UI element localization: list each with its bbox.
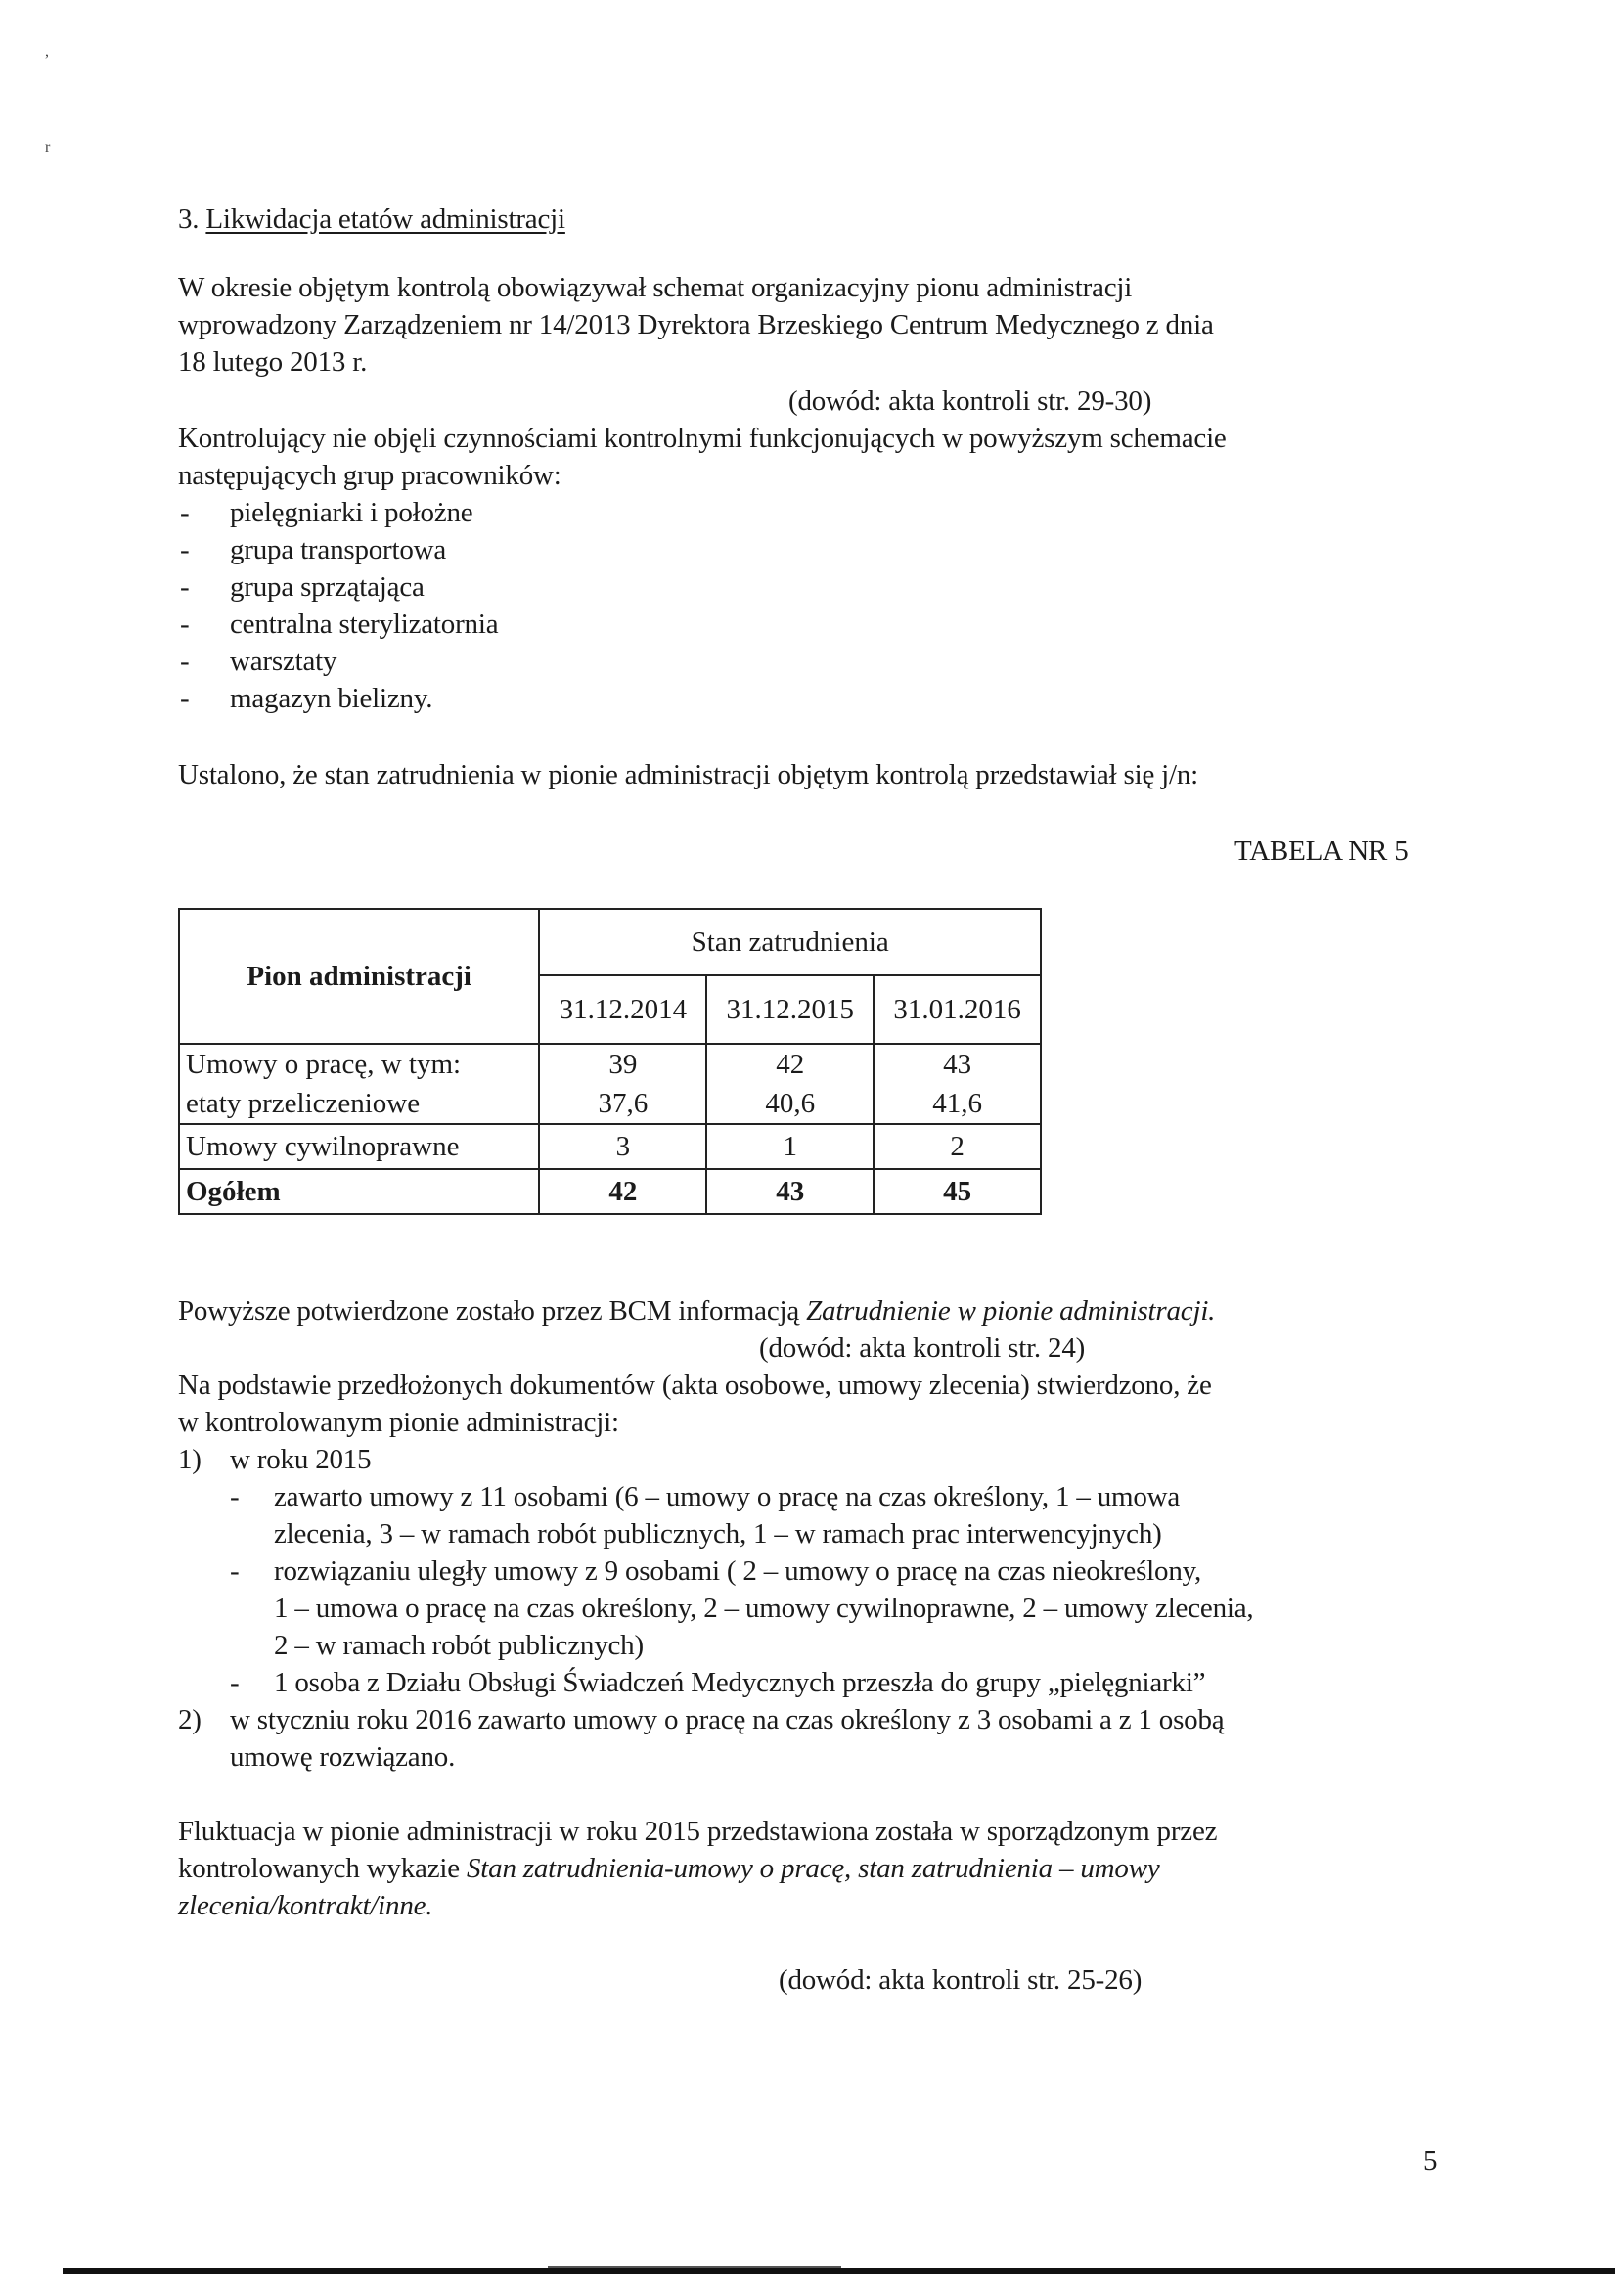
- table-cell: 43: [874, 1044, 1041, 1084]
- list-dash: -: [180, 497, 190, 528]
- paragraph-line: następujących grup pracowników:: [178, 460, 561, 491]
- list-number: 2): [178, 1704, 202, 1735]
- paragraph-line: 18 lutego 2013 r.: [178, 346, 368, 378]
- table-header-pion: Pion administracji: [179, 909, 539, 1044]
- sublist-line: zawarto umowy z 11 osobami (6 – umowy o pracę na czas określony, 1 – umowa: [274, 1481, 1181, 1512]
- table-header-date: 31.01.2016: [874, 975, 1041, 1044]
- table-cell: 39: [539, 1044, 706, 1084]
- table-total-row: [179, 1169, 1041, 1214]
- evidence-note: (dowód: akta kontroli str. 29-30): [788, 385, 1152, 417]
- list-dash: -: [180, 683, 190, 714]
- list-item: pielęgniarki i położne: [230, 497, 473, 528]
- table-cell: 1: [706, 1124, 874, 1169]
- sublist-dash: -: [230, 1481, 240, 1512]
- list-item: centralna sterylizatornia: [230, 608, 499, 640]
- table-header-date: 31.12.2014: [539, 975, 706, 1044]
- paragraph-line: Fluktuacja w pionie administracji w roku 2015 przedstawiona została w sporządzonym przez: [178, 1816, 1218, 1847]
- row-label: Umowy cywilnoprawne: [179, 1124, 539, 1169]
- evidence-note: (dowód: akta kontroli str. 24): [759, 1332, 1086, 1364]
- table-cell: 3: [539, 1124, 706, 1169]
- document-title-italic: zlecenia/kontrakt/inne.: [178, 1890, 433, 1921]
- scan-mark: r: [45, 139, 51, 156]
- row-label: etaty przeliczeniowe: [179, 1084, 539, 1124]
- document-title-italic: Zatrudnienie w pionie administracji.: [806, 1295, 1216, 1327]
- paragraph-line: [178, 1850, 1160, 1887]
- bottom-rule: [63, 2268, 1615, 2274]
- bottom-rule-detail: [548, 2266, 841, 2268]
- list-dash: -: [180, 608, 190, 640]
- table-row: [179, 1044, 1041, 1084]
- sublist-dash: -: [230, 1667, 240, 1698]
- table-cell: 2: [874, 1124, 1041, 1169]
- paragraph-text: Powyższe potwierdzone zostało przez BCM informacją: [178, 1295, 807, 1327]
- list-number: 1): [178, 1444, 202, 1475]
- list-item: w roku 2015: [230, 1444, 372, 1475]
- row-label: Ogółem: [179, 1169, 539, 1214]
- list-item: grupa sprzątająca: [230, 571, 425, 603]
- list-item: warsztaty: [230, 646, 337, 677]
- paragraph-line: Kontrolujący nie objęli czynnościami kontrolnymi funkcjonujących w powyższym schemacie: [178, 423, 1227, 454]
- sublist-line: 2 – w ramach robót publicznych): [274, 1630, 644, 1661]
- paragraph-line: wprowadzony Zarządzeniem nr 14/2013 Dyrektora Brzeskiego Centrum Medycznego z dnia: [178, 309, 1214, 340]
- table-row: [179, 1124, 1041, 1169]
- list-dash: -: [180, 571, 190, 603]
- paragraph-line: Ustalono, że stan zatrudnienia w pionie administracji objętym kontrolą przedstawiał się j/n:: [178, 759, 1199, 790]
- list-dash: -: [180, 534, 190, 565]
- table-cell: 37,6: [539, 1084, 706, 1124]
- table-label: TABELA NR 5: [1234, 835, 1409, 867]
- staffing-table: [178, 908, 1042, 1215]
- list-dash: -: [180, 646, 190, 677]
- row-label: Umowy o pracę, w tym:: [179, 1044, 539, 1084]
- evidence-note: (dowód: akta kontroli str. 25-26): [779, 1964, 1143, 1996]
- sublist-dash: -: [230, 1555, 240, 1587]
- list-item: w styczniu roku 2016 zawarto umowy o pracę na czas określony z 3 osobami a z 1 osobą: [230, 1704, 1225, 1735]
- scan-mark: ,: [45, 43, 49, 60]
- table-cell: 41,6: [874, 1084, 1041, 1124]
- sublist-line: 1 – umowa o pracę na czas określony, 2 – umowy cywilnoprawne, 2 – umowy zlecenia,: [274, 1593, 1254, 1624]
- section-heading: [178, 201, 565, 238]
- page-number: 5: [1423, 2145, 1438, 2177]
- paragraph-line: Na podstawie przedłożonych dokumentów (akta osobowe, umowy zlecenia) stwierdzono, że: [178, 1370, 1212, 1401]
- section-heading-number: 3.: [178, 203, 200, 235]
- paragraph-text: kontrolowanych wykazie: [178, 1853, 467, 1884]
- table-header-date: 31.12.2015: [706, 975, 874, 1044]
- list-item: grupa transportowa: [230, 534, 447, 565]
- table-cell: 45: [874, 1169, 1041, 1214]
- list-item: magazyn bielizny.: [230, 683, 433, 714]
- paragraph-line: w kontrolowanym pionie administracji:: [178, 1407, 619, 1438]
- document-title-italic: Stan zatrudnienia-umowy o pracę, stan zatrudnienia – umowy: [466, 1853, 1160, 1884]
- table-header-stan: Stan zatrudnienia: [539, 909, 1041, 975]
- section-heading-title: Likwidacja etatów administracji: [205, 203, 565, 235]
- paragraph-line: W okresie objętym kontrolą obowiązywał schemat organizacyjny pionu administracji: [178, 272, 1133, 303]
- sublist-line: 1 osoba z Działu Obsługi Świadczeń Medycznych przeszła do grupy „pielęgniarki”: [274, 1667, 1206, 1698]
- paragraph-line: [178, 1292, 1215, 1329]
- sublist-line: zlecenia, 3 – w ramach robót publicznych, 1 – w ramach prac interwencyjnych): [274, 1518, 1162, 1550]
- table-row: [179, 1084, 1041, 1124]
- table-cell: 42: [706, 1044, 874, 1084]
- table-cell: 43: [706, 1169, 874, 1214]
- table-cell: 42: [539, 1169, 706, 1214]
- table-cell: 40,6: [706, 1084, 874, 1124]
- list-item: umowę rozwiązano.: [230, 1741, 456, 1773]
- sublist-line: rozwiązaniu uległy umowy z 9 osobami ( 2 – umowy o pracę na czas nieokreślony,: [274, 1555, 1202, 1587]
